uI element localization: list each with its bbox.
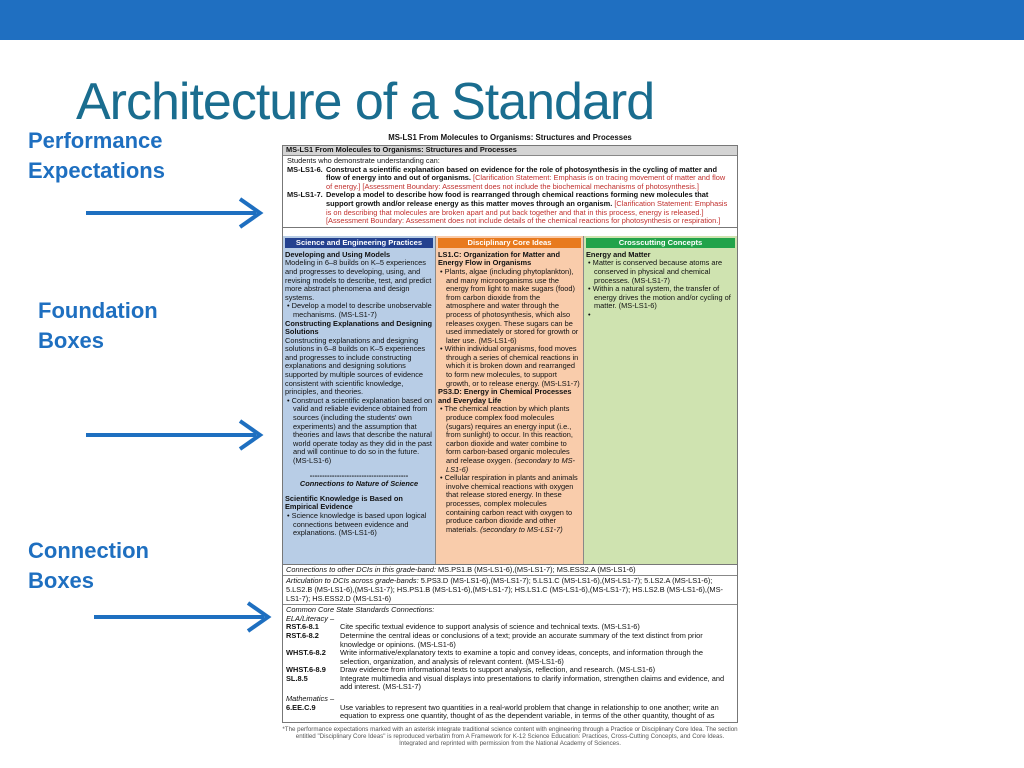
articulation-dcis: Articulation to DCIs across grade-bands: 5.PS3.D (MS-LS1-6),(MS-LS1-7); 5.LS1.C (MS-LS1-6),(MS-LS1-7); 5.LS2.A (MS-LS1-6); 5.LS2.B (MS-LS1-6),(MS-LS1-7); HS.PS1.B (MS-LS1-6),(MS-LS1-7); HS.LS1.C (MS-LS1-6),(MS-LS1-7); HS.LS2.B (MS-LS1-6),(MS-LS1-7); HS.ESS2.D (MS-LS1-6): [283, 576, 737, 605]
connections-other-dcis: Connections to other DCIs in this grade-band: MS.PS1.B (MS-LS1-6),(MS-LS1-7); MS.ESS2.A (MS-LS1-6): [283, 565, 737, 577]
performance-expectations-box: [282, 145, 738, 228]
pe-item: [287, 191, 733, 225]
sep-bullet: • Science knowledge is based upon logical connections between evidence and explanations. (MS-LS1-6): [287, 510, 427, 538]
nos-heading: Connections to Nature of Science: [299, 479, 419, 489]
arrow-right-icon: [92, 600, 276, 634]
label-line: Connection: [28, 538, 149, 563]
dci-heading: PS3.D: Energy in Chemical Processes and Everyday Life: [438, 387, 572, 405]
sep-paragraph: Modeling in 6–8 builds on K–5 experiences and progresses to developing, using, and revising models to describe, test, and predict more abstract phenomena and design systems.: [285, 258, 432, 302]
connection-boxes: [282, 564, 738, 723]
arrow-right-icon: [84, 196, 268, 230]
dci-bullet: • Within individual organisms, food moves through a series of chemical reactions in which it is broken down and rearranged to form new molecules, to support growth, or to release energy. (MS-LS1-7): [440, 344, 580, 388]
ccc-header: Crosscutting Concepts: [586, 238, 735, 248]
label-line: Performance: [28, 128, 163, 153]
document-title: MS-LS1 From Molecules to Organisms: Structures and Processes: [388, 134, 632, 142]
sep-bullet: • Construct a scientific explanation based on valid and reliable evidence obtained from sources (including the students' own experiments) and the assumption that theories and laws that describe the natural world operate today as they did in the past and will continue to do so in the future. (MS-LS1-6): [287, 395, 433, 465]
ccc-column: [584, 236, 737, 564]
ccss-item: 6.EE.C.9 Use variables to represent two quantities in a real-world problem that change in relationship to one another; write an equation to express one quantity, thought of as the dependent variable, in terms of the other quantity, thought of as: [286, 702, 719, 721]
label-line: Expectations: [28, 158, 165, 183]
dci-bullet: • The chemical reaction by which plants produce complex food molecules (sugars) requires an energy input (i.e., from sunlight) to occur. In this reaction, carbon dioxide and water combine to form carbon-based organic molecules and release oxygen. (secondary to MS-LS1-6): [440, 404, 576, 474]
ccss-item: RST.6-8.1 Cite specific textual evidence to support analysis of science and technical texts. (MS-LS1-6): [286, 622, 640, 632]
sep-header: Science and Engineering Practices: [285, 238, 433, 248]
pe-clarification: [Clarification Statement: Emphasis is on describing that molecules are broken apart and put back together and that in this process, energy is released.] [Assessment Boundary: Assessment does not include details of the chemical reactions for photosynthesis or respiration.]: [326, 198, 728, 226]
ccss-item: WHST.6-8.2 Write informative/explanatory texts to examine a topic and convey ideas, concepts, and information through the selection, organization, and analysis of relevant content. (MS-LS1-6): [286, 648, 704, 666]
pe-item: [287, 166, 733, 192]
dci-bullet: • Cellular respiration in plants and animals involve chemical reactions with oxygen that release stored energy. In these processes, complex molecules containing carbon react with oxygen to produce carbon dioxide and other materials. (secondary to MS-LS1-7): [440, 473, 578, 534]
sep-divider: ----------------------------------------: [309, 470, 409, 480]
pe-intro: Students who demonstrate understanding can:: [287, 156, 440, 165]
ccc-bullet: • Within a natural system, the transfer of energy drives the motion and/or cycling of matter. (MS-LS1-6): [588, 284, 731, 311]
pe-header: MS-LS1 From Molecules to Organisms: Structures and Processes: [283, 146, 737, 156]
ccss-label: Common Core State Standards Connections:: [286, 605, 435, 615]
ccss-item: RST.6-8.2 Determine the central ideas or conclusions of a text; provide an accurate summary of the text distinct from prior knowledge or opinions. (MS-LS1-6): [286, 630, 703, 649]
label-performance-expectations: [28, 126, 165, 186]
dci-heading: LS1.C: Organization for Matter and Energy Flow in Organisms: [438, 249, 560, 268]
ela-label: ELA/Literacy –: [286, 613, 335, 623]
common-core-connections: [283, 605, 737, 722]
label-foundation-boxes: [38, 296, 158, 356]
foundation-boxes: [282, 236, 738, 564]
sep-heading: Developing and Using Models: [285, 249, 391, 259]
pe-text: Construct a scientific explanation based on evidence for the role of photosynthesis in the cycling of matter and flow of energy into and out of organisms.: [326, 164, 717, 183]
slide-title: Architecture of a Standard: [76, 73, 655, 131]
pe-code: MS-LS1-7.: [287, 190, 323, 200]
sep-heading: Constructing Explanations and Designing Solutions: [285, 318, 433, 337]
label-connection-boxes: [28, 536, 149, 596]
label-line: Boxes: [28, 568, 95, 593]
label-line: Boxes: [38, 328, 105, 353]
footnote: *The performance expectations marked with an asterisk integrate traditional science content with engineering through a Practice or Disciplinary Core Idea. The section entitled "Disciplinary Core Ideas" is reproduced verbatim from A Framework for K-12 Science Education: Practices, Cross-Cutting Concepts, and Core Ideas. Integrated and reprinted with permission from the National Academy of Sciences.: [282, 725, 738, 746]
ccc-bullet: • Matter is conserved because atoms are conserved in physical and chemical processes. (MS-LS1-7): [588, 258, 723, 285]
dci-column: [436, 236, 584, 564]
dci-bullet: • Plants, algae (including phytoplankton), and many microorganisms use the energy from light to make sugars (food) from carbon dioxide from the atmosphere and water through the process of photosynthesis, which also releases oxygen. These sugars can be used immediately or stored for growth or later use. (MS-LS1-6): [440, 266, 579, 345]
arrow-right-icon: [84, 418, 268, 452]
ccc-bullet: •: [588, 309, 591, 319]
sep-paragraph: Constructing explanations and designing solutions in 6–8 builds on K–5 experiences and progresses to include constructing explanations and designing solutions supported by multiple sources of evidence consistent with scientific knowledge, principles, and theories.: [285, 335, 426, 397]
standard-document: [282, 134, 738, 746]
sep-heading: Scientific Knowledge is Based on Empirical Evidence: [285, 493, 403, 512]
pe-text: Develop a model to describe how food is rearranged through chemical reactions forming new molecules that support growth and/or release energy as this matter moves through an organism.: [326, 190, 709, 208]
pe-code: MS-LS1-6.: [287, 164, 323, 174]
dci-header: Disciplinary Core Ideas: [438, 238, 581, 248]
label-line: Foundation: [38, 298, 158, 323]
sep-bullet: • Develop a model to describe unobservable mechanisms. (MS-LS1-7): [287, 301, 432, 319]
top-banner: [0, 0, 1024, 40]
math-label: Mathematics –: [286, 694, 335, 704]
ccc-heading: Energy and Matter: [586, 249, 651, 259]
ccss-item: SL.8.5 Integrate multimedia and visual displays into presentations to clarify information, strengthen claims and evidence, and add interest. (MS-LS1-7): [286, 673, 725, 692]
ccss-item: WHST.6-8.9 Draw evidence from informational texts to support analysis, reflection, and research. (MS-LS1-6): [286, 665, 656, 675]
pe-clarification: [Clarification Statement: Emphasis is on tracing movement of matter and flow of energy.] [Assessment Boundary: Assessment does not include the biochemical mechanisms of photosynthesis.]: [326, 173, 726, 191]
sep-column: [283, 236, 436, 564]
